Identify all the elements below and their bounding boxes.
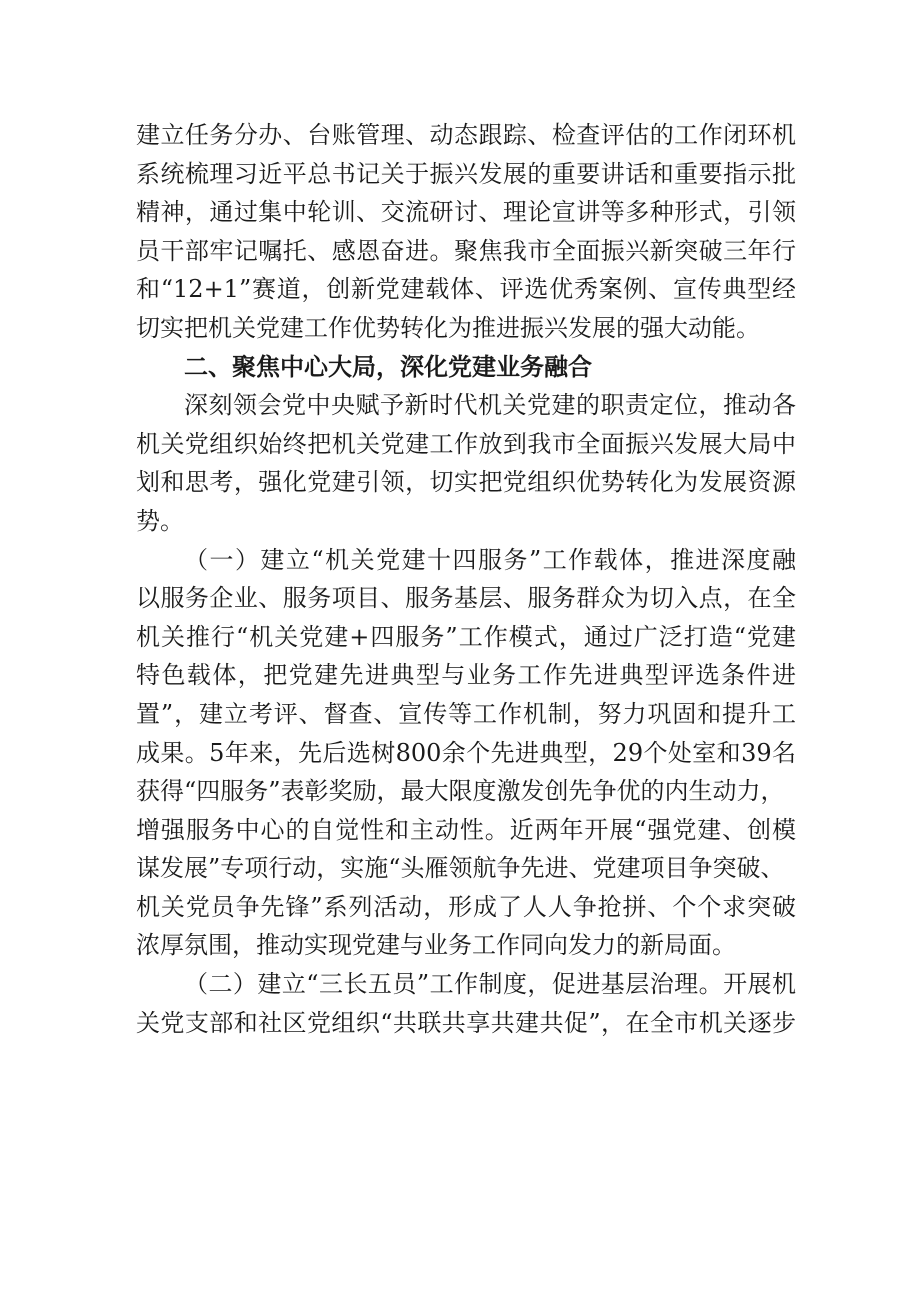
text-line: 划和思考，强化党建引领，切实把党组织优势转化为发展资源	[136, 468, 796, 497]
text-line: 系统梳理习近平总书记关于振兴发展的重要讲话和重要指示批	[136, 159, 796, 188]
text-line: 建立任务分办、台账管理、动态跟踪、检查评估的工作闭环机	[136, 121, 796, 149]
document-body	[136, 116, 796, 1042]
text-line: （一）建立“机关党建十四服务”工作载体，推进深度融	[184, 545, 796, 574]
text-line: 切实把机关党建工作优势转化为推进振兴发展的强大动能。	[136, 313, 760, 342]
section-heading: 二、聚焦中心大局，深化党建业务融合	[184, 352, 592, 381]
text-line: 机关党员争先锋”系列活动，形成了人人争抢拼、个个求突破	[136, 892, 796, 921]
text-line: 和“12+1”赛道，创新党建载体、评选优秀案例、宣传典型经	[136, 275, 796, 304]
text-line: 势。	[136, 506, 184, 535]
text-line: 置”，建立考评、督查、宣传等工作机制，努力巩固和提升工	[136, 699, 796, 728]
text-line: 特色载体，把党建先进典型与业务工作先进典型评选条件进	[136, 661, 796, 690]
text-line: 关党支部和社区党组织“共联共享共建共促”，在全市机关逐步	[136, 1008, 796, 1037]
text-line: 浓厚氛围，推动实现党建与业务工作同向发力的新局面。	[136, 931, 736, 960]
text-line: 以服务企业、服务项目、服务基层、服务群众为切入点，在全	[136, 584, 796, 613]
text-line: 增强服务中心的自觉性和主动性。近两年开展“强党建、创模	[136, 815, 796, 844]
text-line: 谋发展”专项行动，实施“头雁领航争先进、党建项目争突破、	[136, 854, 785, 883]
text-line: 成果。5年来，先后选树800余个先进典型，29个处室和39名	[136, 738, 796, 767]
text-line: 机关推行“机关党建+四服务”工作模式，通过广泛打造“党建	[136, 622, 796, 651]
text-line: 精神，通过集中轮训、交流研讨、理论宣讲等多种形式，引领	[136, 198, 796, 227]
text-line: 机关党组织始终把机关党建工作放到我市全面振兴发展大局中	[136, 429, 796, 458]
text-line: 获得“四服务”表彰奖励，最大限度激发创先争优的内生动力，	[136, 777, 785, 806]
text-line: 员干部牢记嘱托、感恩奋进。聚焦我市全面振兴新突破三年行	[136, 236, 796, 265]
text-line: 深刻领会党中央赋予新时代机关党建的职责定位，推动各	[184, 391, 796, 420]
text-line: （二）建立“三长五员”工作制度，促进基层治理。开展机	[184, 970, 796, 999]
